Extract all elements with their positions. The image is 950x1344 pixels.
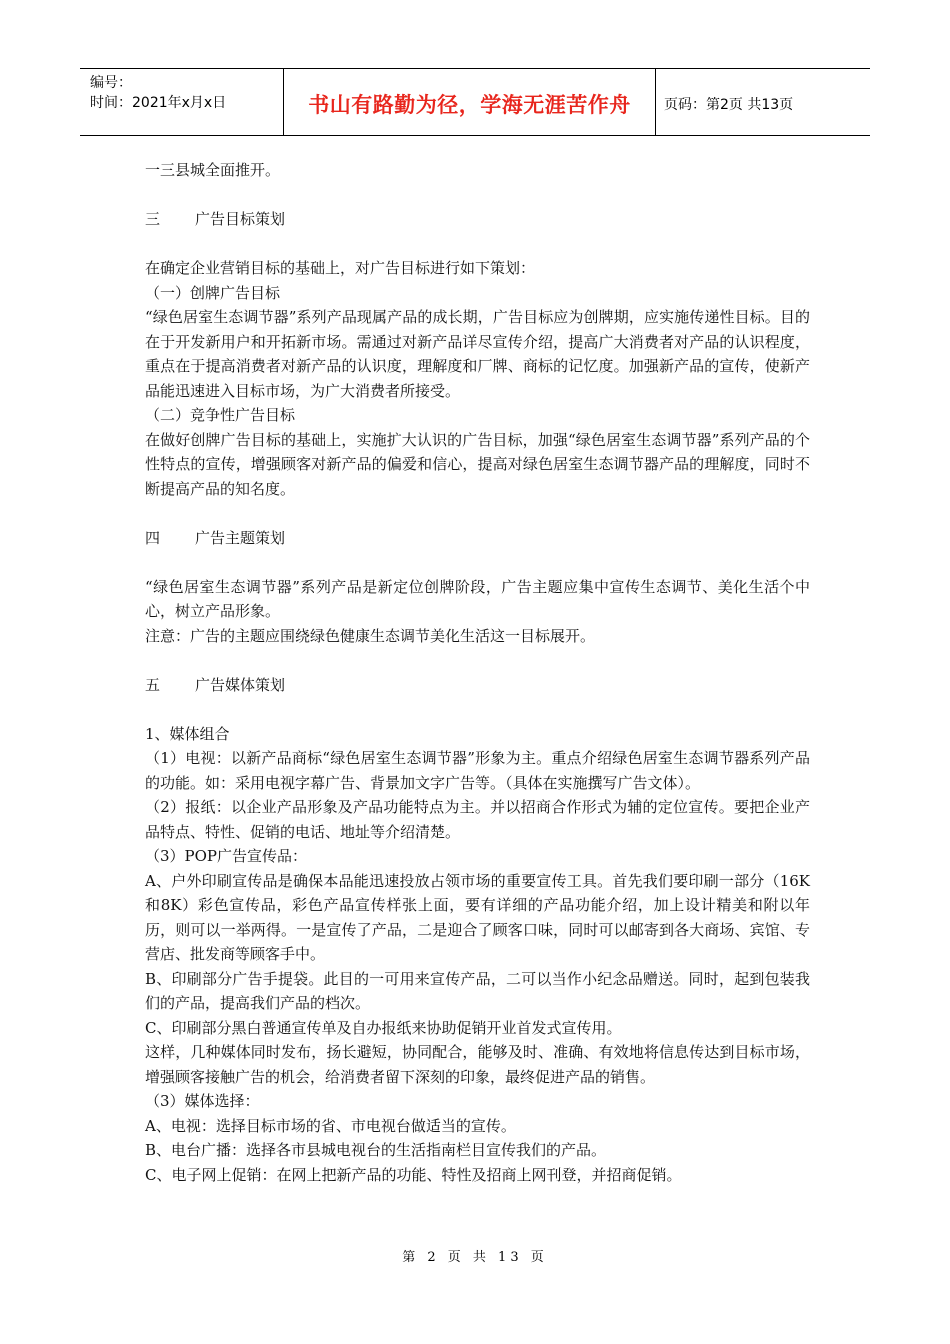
- header-meta-cell: [80, 69, 284, 135]
- body-paragraph: （2）报纸：以企业产品形象及产品功能特点为主。并以招商合作形式为辅的定位宣传。要把企业产品特点、特性、促销的电话、地址等介绍清楚。: [145, 798, 810, 841]
- body-paragraph: B、印刷部分广告手提袋。此目的一可用来宣传产品，二可以当作小纪念品赠送。同时，起到包装我们的产品，提高我们产品的档次。: [145, 969, 810, 1012]
- document-number-label: 编号：: [90, 75, 132, 91]
- body-paragraph: （3）媒体选择：: [145, 1092, 260, 1110]
- page-footer: [0, 1246, 950, 1265]
- body-paragraph: 在做好创牌广告目标的基础上，实施扩大认识的广告目标，加强“绿色居室生态调节器”系列产品的个性特点的宣传，增强顾客对新产品的偏爱和信心，提高对绿色居室生态调节器产品的理解度，同时不断提高产品的知名度。: [145, 430, 810, 498]
- body-paragraph: C、电子网上促销：在网上把新产品的功能、特性及招商上网刊登，并招商促销。: [145, 1165, 682, 1184]
- body-paragraph: B、电台广播：选择各市县城电视台的生活指南栏目宣传我们的产品。: [145, 1141, 607, 1159]
- section-number: 四: [145, 528, 161, 547]
- page-header: [80, 68, 870, 136]
- body-paragraph: C、印刷部分黑白普通宣传单及自办报纸来协助促销开业首发式宣传用。: [145, 1018, 622, 1037]
- section-heading: [145, 673, 810, 698]
- section-number: 三: [145, 210, 161, 228]
- body-paragraph: （3）POP广告宣传品：: [145, 847, 308, 865]
- body-paragraph: （1）电视：以新产品商标“绿色居室生态调节器”形象为主。重点介绍绿色居室生态调节器系列产品的功能。如：采用电视字幕广告、背景加文字广告等。（具体在实施撰写广告文体）。: [145, 749, 810, 792]
- body-paragraph: A、户外印刷宣传品是确保本品能迅速投放占领市场的重要宣传工具。首先我们要印刷一部分（16K和8K）彩色宣传品，彩色产品宣传样张上面，要有详细的产品功能介绍，加上设计精美和附以年历，则可以一举两得。一是宣传了产品，二是迎合了顾客口味，同时可以邮寄到各大商场、宾馆、专营店、批发商等顾客手中。: [145, 871, 810, 963]
- header-motto: 书山有路勤为径，学海无涯苦作舟: [284, 69, 656, 135]
- body-paragraph: 注意：广告的主题应围绕绿色健康生态调节美化生活这一目标展开。: [145, 626, 596, 645]
- document-time-label: 时间：2021年x月x日: [90, 95, 227, 111]
- paragraph-spacer: [145, 550, 810, 575]
- paragraph-spacer: [145, 697, 810, 722]
- body-paragraph: 1、媒体组合: [145, 724, 230, 743]
- header-page-info: 页码：第2页 共13页: [664, 97, 794, 113]
- section-title: 广告目标策划: [195, 210, 286, 228]
- body-paragraph: “绿色居室生态调节器”系列产品是新定位创牌阶段，广告主题应集中宣传生态调节、美化生活个中心，树立产品形象。: [145, 577, 810, 620]
- body-paragraph: 这样，几种媒体同时发布，扬长避短，协同配合，能够及时、准确、有效地将信息传达到目标市场，增强顾客接触广告的机会，给消费者留下深刻的印象，最终促进产品的销售。: [145, 1043, 810, 1086]
- section-number: 五: [145, 675, 161, 694]
- body-paragraph: “绿色居室生态调节器”系列产品现属产品的成长期，广告目标应为创牌期，应实施传递性目标。目的在于开发新用户和开拓新市场。需通过对新产品详尽宣传介绍，提高广大消费者对产品的认识程度，重点在于提高消费者对新产品的认识度，理解度和厂牌、商标的记忆度。加强新产品的宣传，使新产品能迅速进入目标市场，为广大消费者所接受。: [145, 308, 810, 400]
- footer-page-number: 第 2 页 共 13 页: [402, 1250, 548, 1265]
- section-title: 广告主题策划: [195, 528, 286, 547]
- body-paragraph: 在确定企业营销目标的基础上，对广告目标进行如下策划：: [145, 259, 536, 277]
- section-title: 广告媒体策划: [195, 675, 286, 694]
- section-heading: [145, 207, 810, 232]
- document-body: [145, 158, 810, 1187]
- body-paragraph: （二）竞争性广告目标: [145, 406, 296, 424]
- body-paragraph: A、电视：选择目标市场的省、市电视台做适当的宣传。: [145, 1116, 516, 1135]
- paragraph-spacer: [145, 232, 810, 257]
- paragraph-spacer: [145, 648, 810, 673]
- body-paragraph: （一）创牌广告目标: [145, 283, 281, 302]
- paragraph-spacer: [145, 501, 810, 526]
- paragraph-spacer: [145, 183, 810, 208]
- section-heading: [145, 526, 810, 551]
- body-paragraph: 一三县城全面推开。: [145, 161, 281, 179]
